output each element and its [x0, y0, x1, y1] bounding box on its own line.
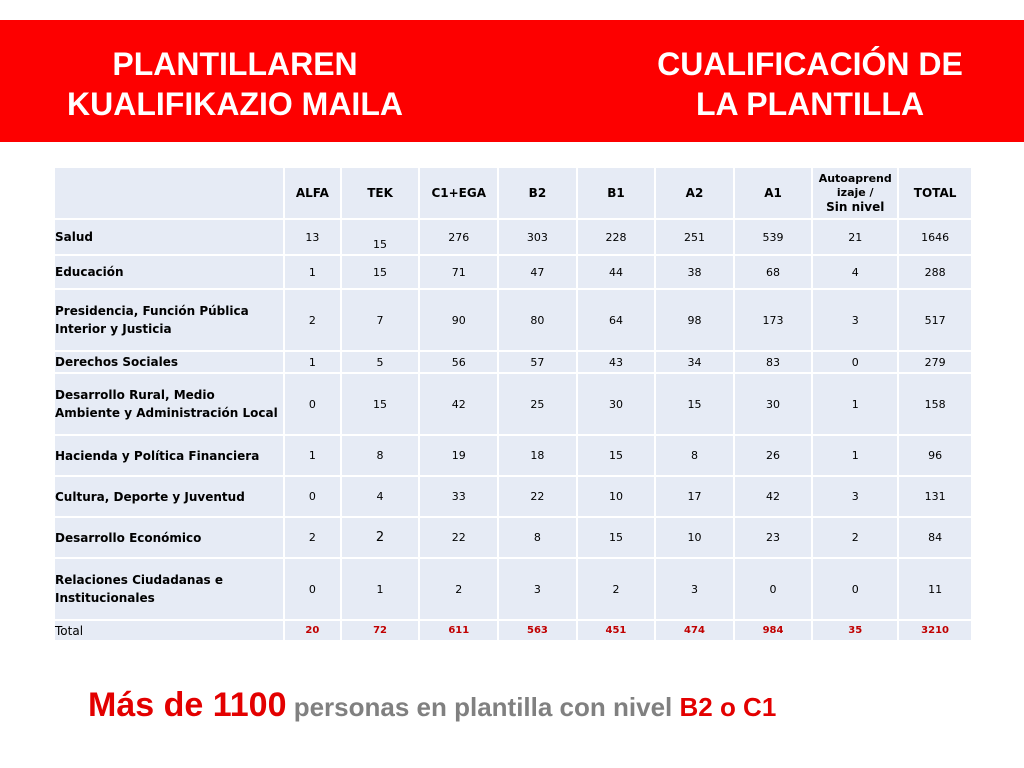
- row-label: Desarrollo Rural, Medio Ambiente y Administración Local: [55, 374, 283, 434]
- total-cell: 474: [656, 621, 733, 640]
- cell: 1646: [899, 220, 971, 254]
- cell: 90: [420, 290, 497, 350]
- cell: 2: [578, 559, 655, 619]
- cell: 17: [656, 477, 733, 516]
- cell: 2: [285, 518, 340, 557]
- cell: 131: [899, 477, 971, 516]
- cell: 11: [899, 559, 971, 619]
- cell: 80: [499, 290, 576, 350]
- total-cell: 72: [342, 621, 419, 640]
- total-cell: 451: [578, 621, 655, 640]
- cell: 3: [499, 559, 576, 619]
- cell: 68: [735, 256, 812, 288]
- cell: 71: [420, 256, 497, 288]
- cell: 83: [735, 352, 812, 372]
- cell: 56: [420, 352, 497, 372]
- cell: 44: [578, 256, 655, 288]
- cell: 303: [499, 220, 576, 254]
- cell: 2: [342, 518, 419, 557]
- row-label: Desarrollo Económico: [55, 518, 283, 557]
- cell: 1: [813, 436, 897, 475]
- cell: 1: [285, 256, 340, 288]
- cell: 0: [285, 559, 340, 619]
- table-row: [55, 477, 971, 516]
- cell: 5: [342, 352, 419, 372]
- cell: 1: [342, 559, 419, 619]
- footer-levels: B2 o C1: [679, 692, 777, 722]
- cell: 10: [578, 477, 655, 516]
- header-autoaprendizaje: [813, 168, 897, 218]
- header-b2: B2: [499, 168, 576, 218]
- cell: 64: [578, 290, 655, 350]
- cell: 57: [499, 352, 576, 372]
- row-label: Salud: [55, 220, 283, 254]
- cell: 3: [813, 290, 897, 350]
- cell: 276: [420, 220, 497, 254]
- cell: 517: [899, 290, 971, 350]
- cell: 43: [578, 352, 655, 372]
- table-row: [55, 352, 971, 372]
- cell: 3: [656, 559, 733, 619]
- footer-statement: [88, 680, 776, 737]
- cell: 42: [420, 374, 497, 434]
- cell: 15: [342, 374, 419, 434]
- row-label: Hacienda y Política Financiera: [55, 436, 283, 475]
- cell: 13: [285, 220, 340, 254]
- total-cell: 3210: [899, 621, 971, 640]
- cell: 539: [735, 220, 812, 254]
- table-row: [55, 559, 971, 619]
- cell: 2: [420, 559, 497, 619]
- table-row: [55, 290, 971, 350]
- cell: 2: [285, 290, 340, 350]
- header-total: TOTAL: [899, 168, 971, 218]
- cell: 3: [813, 477, 897, 516]
- total-label: Total: [55, 621, 283, 640]
- cell: 158: [899, 374, 971, 434]
- cell: 2: [813, 518, 897, 557]
- title-basque-line2: KUALIFIKAZIO MAILA: [67, 86, 403, 122]
- table-row: [55, 256, 971, 288]
- cell: 25: [499, 374, 576, 434]
- cell: 98: [656, 290, 733, 350]
- cell: 10: [656, 518, 733, 557]
- title-spanish: [610, 44, 1010, 124]
- cell: 8: [656, 436, 733, 475]
- cell: 26: [735, 436, 812, 475]
- cell: 21: [813, 220, 897, 254]
- cell: 22: [420, 518, 497, 557]
- cell: 22: [499, 477, 576, 516]
- title-basque-line1: PLANTILLAREN: [112, 46, 358, 82]
- cell: 0: [813, 559, 897, 619]
- row-label: Relaciones Ciudadanas e Institucionales: [55, 559, 283, 619]
- title-banner: [0, 20, 1024, 142]
- cell: 8: [342, 436, 419, 475]
- cell: 1: [285, 352, 340, 372]
- cell: 15: [342, 256, 419, 288]
- cell: 4: [813, 256, 897, 288]
- cell: 96: [899, 436, 971, 475]
- row-label: Presidencia, Función Pública Interior y Justicia: [55, 290, 283, 350]
- cell: 1: [285, 436, 340, 475]
- footer-highlight: Más de 1100: [88, 686, 287, 724]
- cell: 34: [656, 352, 733, 372]
- cell: 15: [656, 374, 733, 434]
- cell: 38: [656, 256, 733, 288]
- cell: 30: [578, 374, 655, 434]
- row-label: Derechos Sociales: [55, 352, 283, 372]
- total-cell: 35: [813, 621, 897, 640]
- header-a2: A2: [656, 168, 733, 218]
- cell: 33: [420, 477, 497, 516]
- cell: 1: [813, 374, 897, 434]
- footer-text: personas en plantilla con nivel: [286, 692, 680, 722]
- header-a1: A1: [735, 168, 812, 218]
- cell: 251: [656, 220, 733, 254]
- row-label: Cultura, Deporte y Juventud: [55, 477, 283, 516]
- cell: 0: [285, 374, 340, 434]
- cell: 19: [420, 436, 497, 475]
- cell: 84: [899, 518, 971, 557]
- cell: 15: [578, 518, 655, 557]
- cell: 0: [813, 352, 897, 372]
- header-auto-line1: Autoaprend: [818, 172, 892, 185]
- row-label: Educación: [55, 256, 283, 288]
- cell: 42: [735, 477, 812, 516]
- cell: 288: [899, 256, 971, 288]
- cell: 7: [342, 290, 419, 350]
- header-tek: TEK: [342, 168, 419, 218]
- table-row: [55, 374, 971, 434]
- header-alfa: ALFA: [285, 168, 340, 218]
- cell: 15: [578, 436, 655, 475]
- cell: 15: [342, 220, 419, 254]
- header-auto-line3: Sin nivel: [826, 200, 885, 214]
- total-cell: 20: [285, 621, 340, 640]
- cell: 4: [342, 477, 419, 516]
- cell: 279: [899, 352, 971, 372]
- header-blank: [55, 168, 283, 218]
- total-cell: 611: [420, 621, 497, 640]
- cell: 0: [285, 477, 340, 516]
- header-b1: B1: [578, 168, 655, 218]
- title-spanish-line2: LA PLANTILLA: [695, 86, 925, 122]
- header-auto-line2: izaje /: [836, 186, 874, 199]
- title-spanish-line1: CUALIFICACIÓN DE: [657, 46, 963, 82]
- cell: 228: [578, 220, 655, 254]
- cell: 8: [499, 518, 576, 557]
- total-cell: 984: [735, 621, 812, 640]
- cell: 47: [499, 256, 576, 288]
- header-row: [55, 168, 971, 218]
- table-row: [55, 518, 971, 557]
- qualification-table: [53, 166, 973, 642]
- table-row: [55, 220, 971, 254]
- total-cell: 563: [499, 621, 576, 640]
- cell: 18: [499, 436, 576, 475]
- table-row: [55, 436, 971, 475]
- cell: 30: [735, 374, 812, 434]
- header-c1ega: C1+EGA: [420, 168, 497, 218]
- cell: 23: [735, 518, 812, 557]
- title-basque: [40, 44, 430, 124]
- total-row: [55, 621, 971, 640]
- cell: 0: [735, 559, 812, 619]
- cell: 173: [735, 290, 812, 350]
